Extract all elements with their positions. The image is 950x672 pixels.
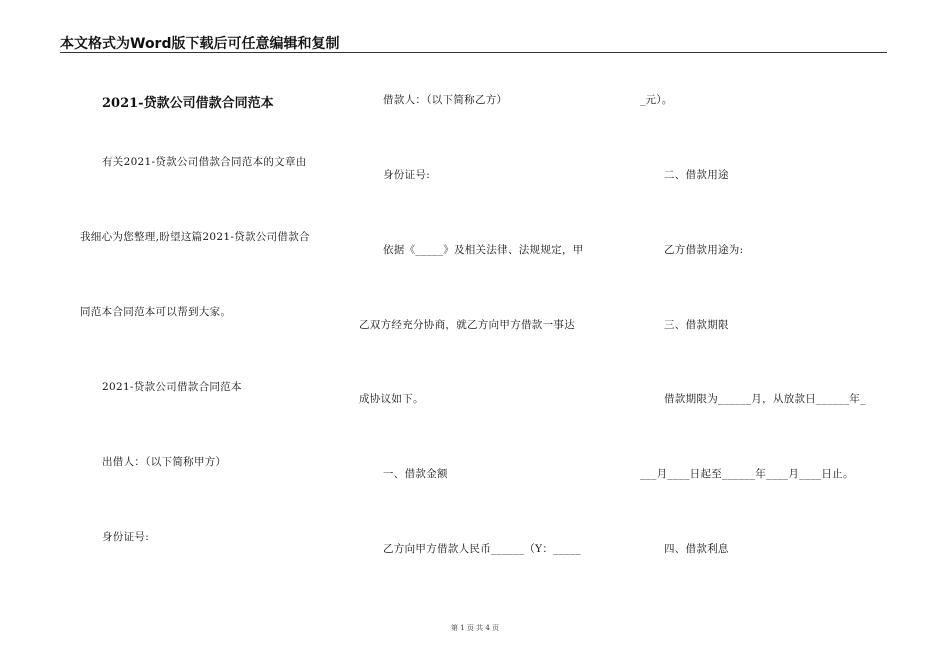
col3-paragraph-5: 借款期限为______月，从放款日______年_ bbox=[664, 393, 866, 405]
document-title: 2021-贷款公司借款合同范本 bbox=[102, 96, 274, 111]
col3-paragraph-4: 三、借款期限 bbox=[664, 319, 729, 331]
col2-paragraph-7: 乙方向甲方借款人民币______（Y：_____ bbox=[383, 543, 581, 555]
col3-paragraph-7: 四、借款利息 bbox=[664, 543, 729, 555]
col3-paragraph-2: 二、借款用途 bbox=[664, 169, 729, 181]
col2-paragraph-4: 乙双方经充分协商，就乙方向甲方借款一事达 bbox=[359, 319, 575, 331]
col1-paragraph-6: 身份证号: bbox=[102, 531, 150, 543]
col2-paragraph-2: 身份证号: bbox=[383, 169, 431, 181]
col1-paragraph-3: 同范本合同范本可以帮到大家。 bbox=[80, 306, 232, 318]
col2-paragraph-3: 依据《_____》及相关法律、法规规定，甲 bbox=[383, 244, 584, 256]
col2-paragraph-6: 一、借款金额 bbox=[383, 468, 448, 480]
col3-paragraph-1: _元）。 bbox=[640, 94, 673, 106]
col2-paragraph-1: 借款人：（以下简称乙方） bbox=[383, 94, 508, 106]
col1-paragraph-2: 我细心为您整理,盼望这篇2021-贷款公司借款合 bbox=[80, 231, 310, 243]
col1-paragraph-4: 2021-贷款公司借款合同范本 bbox=[102, 381, 242, 393]
header-divider bbox=[60, 52, 887, 53]
page-header-banner: 本文格式为Word版下载后可任意编辑和复制 bbox=[60, 36, 340, 52]
col3-paragraph-3: 乙方借款用途为: bbox=[664, 244, 744, 256]
col2-paragraph-5: 成协议如下。 bbox=[359, 393, 424, 405]
col1-paragraph-5: 出借人：（以下简称甲方） bbox=[102, 456, 227, 468]
page-number-footer: 第 1 页 共 4 页 bbox=[450, 624, 500, 632]
col1-paragraph-1: 有关2021-贷款公司借款合同范本的文章由 bbox=[102, 156, 307, 168]
col3-paragraph-6: ___月____日起至______年____月____日止。 bbox=[640, 468, 854, 480]
